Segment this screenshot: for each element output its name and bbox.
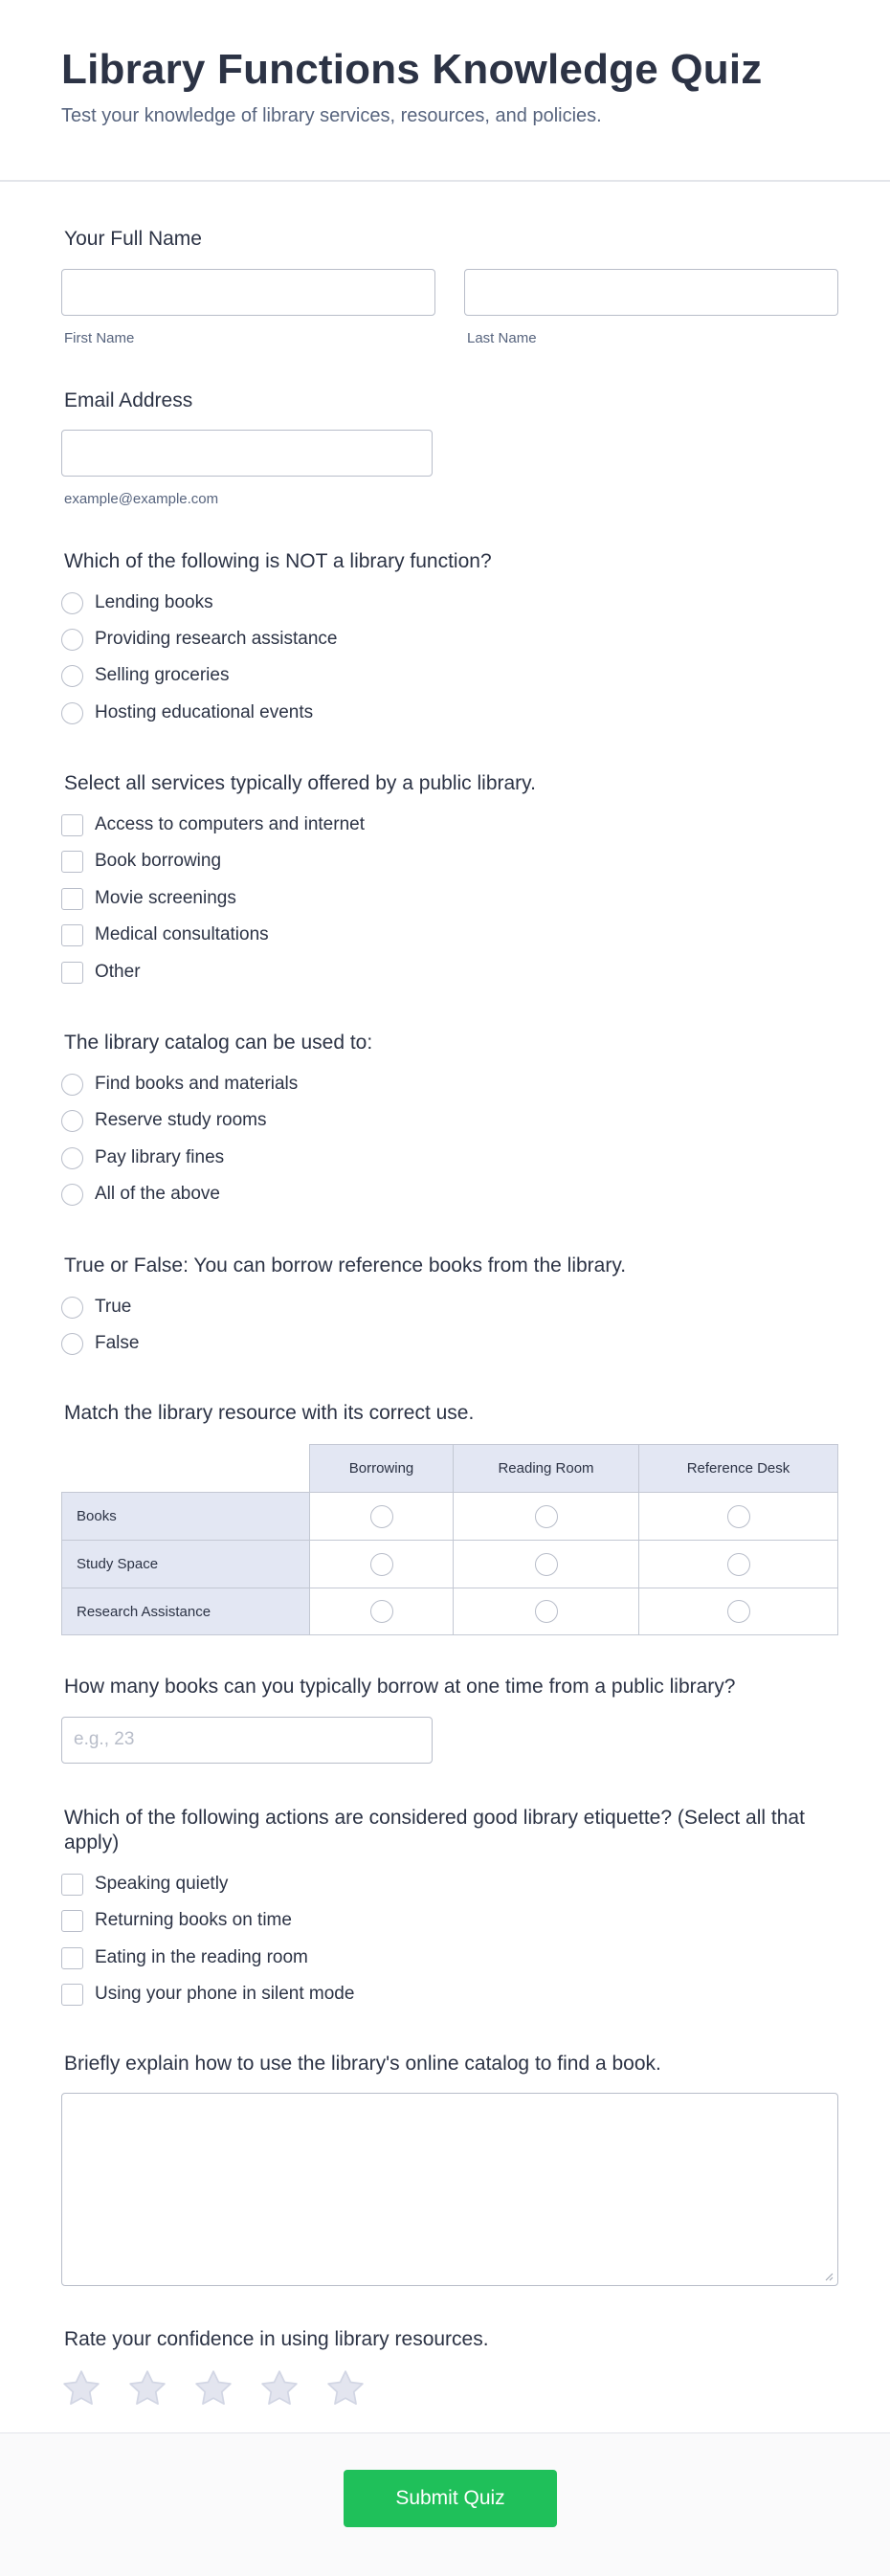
- question-2-label: Select all services typically offered by a public library.: [64, 772, 536, 794]
- matrix-row-label: Study Space: [61, 1540, 310, 1588]
- matrix-col-header: Borrowing: [309, 1444, 454, 1493]
- full-name-label: Your Full Name: [64, 228, 202, 250]
- matrix-table: [61, 1444, 838, 1635]
- q3-option[interactable]: Find books and materials: [61, 1070, 298, 1099]
- star-rating[interactable]: [61, 2368, 391, 2409]
- email-sublabel: example@example.com: [64, 491, 219, 507]
- number-input[interactable]: [61, 1717, 433, 1764]
- question-1-label: Which of the following is NOT a library function?: [64, 550, 492, 572]
- matrix-cell[interactable]: [309, 1492, 454, 1541]
- q4-option[interactable]: False: [61, 1329, 139, 1358]
- checkbox[interactable]: [61, 1910, 83, 1932]
- radio-button[interactable]: [535, 1553, 558, 1576]
- resize-grip-icon[interactable]: [824, 2272, 834, 2281]
- last-name-sublabel: Last Name: [467, 330, 537, 346]
- email-label: Email Address: [64, 389, 193, 411]
- form-subtitle: Test your knowledge of library services, resources, and policies.: [61, 105, 602, 126]
- matrix-cell[interactable]: [309, 1588, 454, 1635]
- matrix-row-label: Books: [61, 1492, 310, 1541]
- matrix-cell[interactable]: [638, 1540, 838, 1588]
- matrix-cell[interactable]: [453, 1492, 639, 1541]
- radio-button[interactable]: [370, 1505, 393, 1528]
- radio-button[interactable]: [61, 1333, 83, 1355]
- radio-button[interactable]: [61, 1297, 83, 1319]
- q3-option[interactable]: Reserve study rooms: [61, 1106, 267, 1135]
- q2-option[interactable]: Access to computers and internet: [61, 811, 365, 839]
- submit-quiz-button[interactable]: Submit Quiz: [344, 2470, 557, 2527]
- matrix-cell[interactable]: [638, 1492, 838, 1541]
- radio-button[interactable]: [61, 1110, 83, 1132]
- question-8-label: Briefly explain how to use the library's online catalog to find a book.: [64, 2053, 661, 2075]
- radio-button[interactable]: [727, 1505, 750, 1528]
- star-icon[interactable]: [127, 2368, 167, 2409]
- question-7-label-line2: apply): [64, 1832, 120, 1854]
- radio-button[interactable]: [61, 1184, 83, 1206]
- q4-option[interactable]: True: [61, 1293, 131, 1321]
- checkbox[interactable]: [61, 1874, 83, 1896]
- q1-option[interactable]: Selling groceries: [61, 661, 229, 690]
- matrix-row-label: Research Assistance: [61, 1588, 310, 1635]
- form-title: Library Functions Knowledge Quiz: [61, 46, 763, 93]
- q7-option[interactable]: Speaking quietly: [61, 1870, 228, 1899]
- radio-button[interactable]: [535, 1600, 558, 1623]
- email-input[interactable]: [61, 430, 433, 477]
- checkbox[interactable]: [61, 962, 83, 984]
- q3-option[interactable]: Pay library fines: [61, 1144, 224, 1172]
- first-name-input[interactable]: [61, 269, 435, 316]
- q7-option[interactable]: Eating in the reading room: [61, 1943, 308, 1972]
- radio-button[interactable]: [61, 629, 83, 651]
- radio-button[interactable]: [727, 1553, 750, 1576]
- q2-option[interactable]: Movie screenings: [61, 884, 236, 913]
- last-name-input[interactable]: [464, 269, 838, 316]
- question-4-label: True or False: You can borrow reference books from the library.: [64, 1255, 627, 1277]
- star-icon[interactable]: [259, 2368, 300, 2409]
- matrix-cell[interactable]: [453, 1588, 639, 1635]
- q1-option[interactable]: Lending books: [61, 588, 213, 617]
- q2-option[interactable]: Other: [61, 958, 141, 987]
- form-footer: [0, 2432, 890, 2576]
- first-name-sublabel: First Name: [64, 330, 135, 346]
- radio-button[interactable]: [61, 702, 83, 724]
- explanation-textarea[interactable]: [61, 2093, 838, 2286]
- q2-option[interactable]: Medical consultations: [61, 921, 269, 949]
- number-input-placeholder: e.g., 23: [74, 1729, 135, 1749]
- checkbox[interactable]: [61, 1947, 83, 1969]
- checkbox[interactable]: [61, 851, 83, 873]
- radio-button[interactable]: [61, 592, 83, 614]
- checkbox[interactable]: [61, 888, 83, 910]
- radio-button[interactable]: [61, 1147, 83, 1169]
- matrix-cell[interactable]: [453, 1540, 639, 1588]
- matrix-cell[interactable]: [309, 1540, 454, 1588]
- matrix-label: Match the library resource with its correct use.: [64, 1402, 475, 1424]
- matrix-cell[interactable]: [638, 1588, 838, 1635]
- question-3-label: The library catalog can be used to:: [64, 1032, 373, 1054]
- q7-option[interactable]: Using your phone in silent mode: [61, 1980, 354, 2009]
- star-icon[interactable]: [61, 2368, 101, 2409]
- checkbox[interactable]: [61, 924, 83, 946]
- star-icon[interactable]: [193, 2368, 234, 2409]
- radio-button[interactable]: [370, 1600, 393, 1623]
- matrix-col-header: Reading Room: [453, 1444, 639, 1493]
- q1-option[interactable]: Providing research assistance: [61, 625, 337, 654]
- q2-option[interactable]: Book borrowing: [61, 847, 221, 876]
- radio-button[interactable]: [61, 665, 83, 687]
- q3-option[interactable]: All of the above: [61, 1180, 220, 1209]
- form-header: [0, 0, 890, 182]
- radio-button[interactable]: [61, 1074, 83, 1096]
- radio-button[interactable]: [535, 1505, 558, 1528]
- q1-option[interactable]: Hosting educational events: [61, 699, 313, 727]
- star-icon[interactable]: [325, 2368, 366, 2409]
- checkbox[interactable]: [61, 1984, 83, 2006]
- q7-option[interactable]: Returning books on time: [61, 1906, 292, 1935]
- question-7-label-line1: Which of the following actions are considered good library etiquette? (Select all that: [64, 1807, 805, 1829]
- radio-button[interactable]: [370, 1553, 393, 1576]
- radio-button[interactable]: [727, 1600, 750, 1623]
- question-9-label: Rate your confidence in using library resources.: [64, 2328, 489, 2350]
- question-6-label: How many books can you typically borrow at one time from a public library?: [64, 1676, 736, 1698]
- checkbox[interactable]: [61, 814, 83, 836]
- matrix-col-header: Reference Desk: [638, 1444, 838, 1493]
